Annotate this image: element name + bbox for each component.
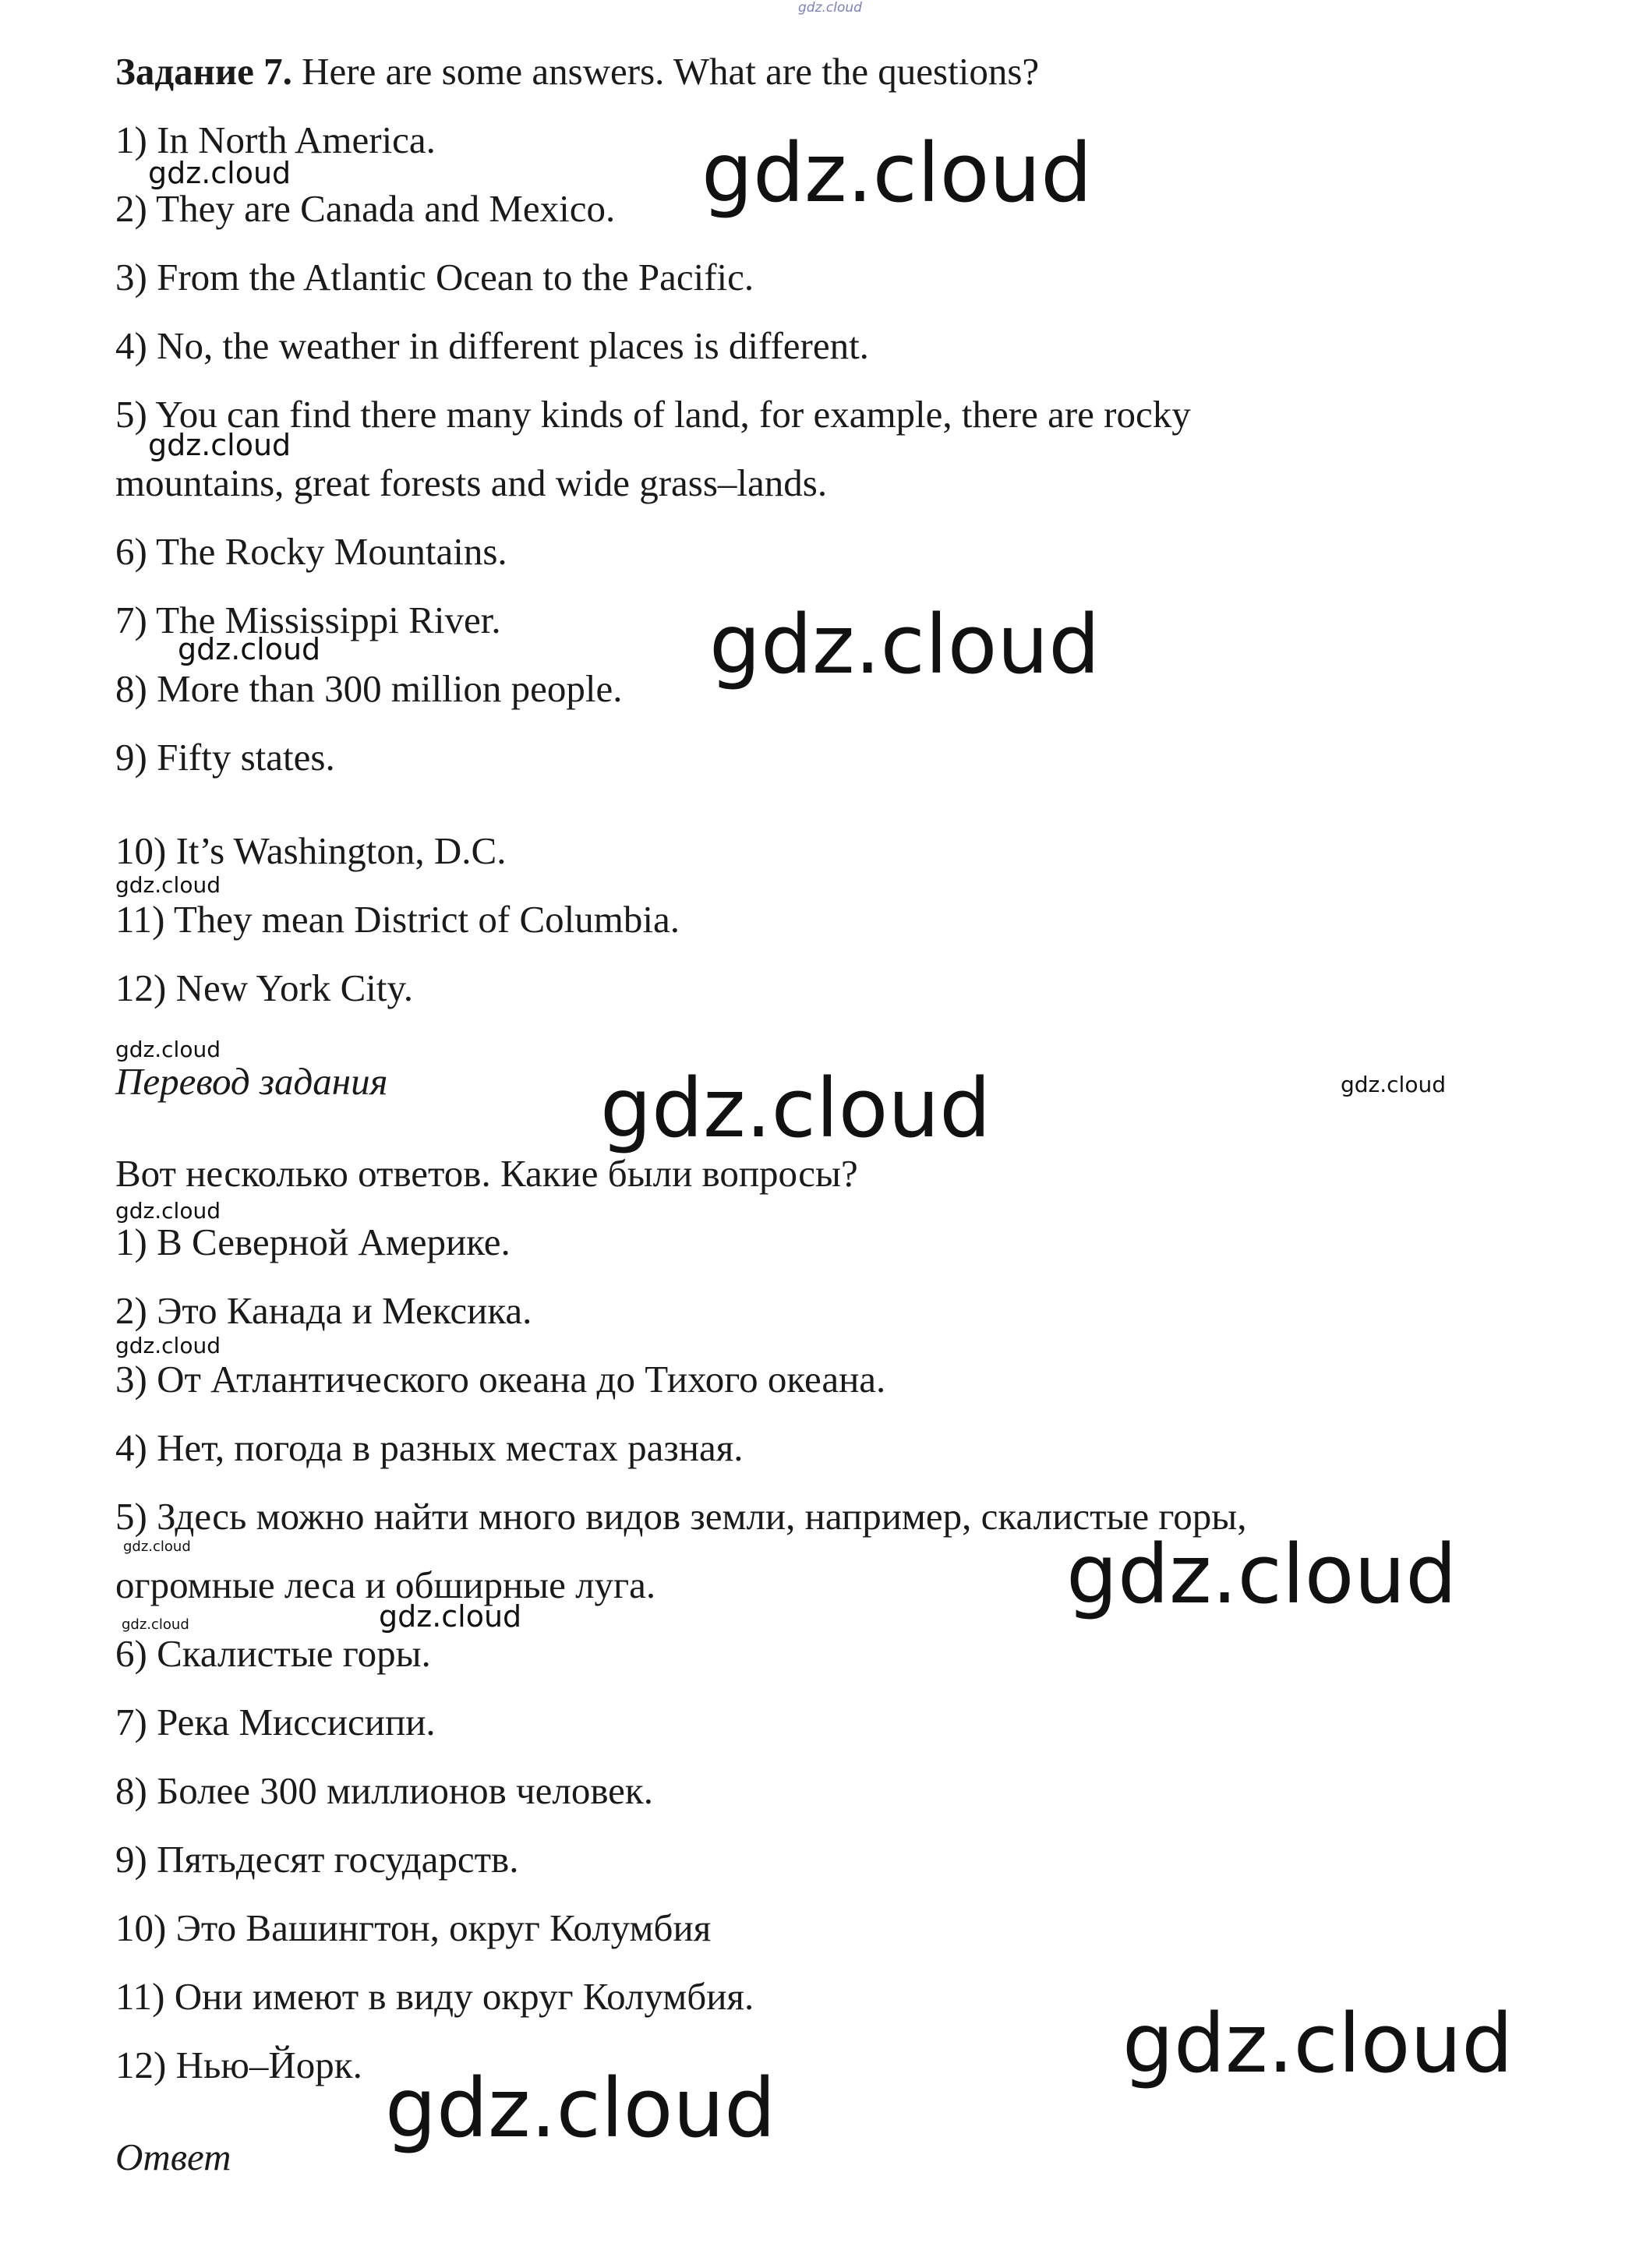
answer-en-7: 7) The Mississippi River. — [115, 599, 501, 641]
watermark: gdz.cloud — [115, 1037, 221, 1062]
answer-en-10: 10) It’s Washington, D.C. — [115, 829, 507, 872]
answer-ru-10: 10) Это Вашингтон, округ Колумбия — [115, 1906, 712, 1949]
answer-ru-11: 11) Они имеют в виду округ Колумбия. — [115, 1975, 754, 2018]
answer-en-3: 3) From the Atlantic Ocean to the Pacific. — [115, 256, 754, 299]
answer-en-6: 6) The Rocky Mountains. — [115, 530, 507, 573]
watermark: gdz.cloud — [1341, 1072, 1446, 1097]
translation-heading: Перевод задания — [115, 1060, 388, 1103]
answer-ru-12: 12) Нью–Йорк. — [115, 2044, 362, 2086]
watermark: gdz.cloud — [122, 1616, 189, 1633]
answer-ru-9: 9) Пятьдесят государств. — [115, 1838, 519, 1881]
task-heading — [115, 48, 1039, 95]
answer-ru-8: 8) Более 300 миллионов человек. — [115, 1769, 653, 1812]
watermark: gdz.cloud — [701, 125, 1093, 221]
answer-en-8: 8) More than 300 million people. — [115, 667, 623, 710]
watermark: gdz.cloud — [379, 1599, 522, 1634]
watermark: gdz.cloud — [123, 1538, 191, 1555]
answer-en-12: 12) New York City. — [115, 966, 414, 1009]
watermark: gdz.cloud — [115, 1198, 221, 1224]
answer-en-9: 9) Fifty states. — [115, 736, 335, 779]
answer-ru-6: 6) Скалистые горы. — [115, 1632, 431, 1675]
answer-ru-5-cont: огромные леса и обширные луга. — [115, 1563, 656, 1606]
watermark: gdz.cloud — [115, 1333, 221, 1358]
watermark: gdz.cloud — [148, 428, 292, 462]
answer-en-1: 1) In North America. — [115, 118, 436, 161]
watermark: gdz.cloud — [385, 2061, 776, 2156]
answer-ru-3: 3) От Атлантического океана до Тихого океана. — [115, 1358, 886, 1401]
watermark-top: gdz.cloud — [798, 0, 862, 16]
watermark: gdz.cloud — [709, 597, 1101, 692]
answer-en-11: 11) They mean District of Columbia. — [115, 898, 680, 941]
answer-en-5: 5) You can find there many kinds of land, for example, there are rocky — [115, 393, 1191, 436]
translation-intro: Вот несколько ответов. Какие были вопросы? — [115, 1152, 858, 1195]
watermark: gdz.cloud — [115, 872, 221, 898]
answer-en-2: 2) They are Canada and Mexico. — [115, 187, 616, 230]
task-text: Here are some answers. What are the questions? — [292, 50, 1040, 93]
answer-ru-5: 5) Здесь можно найти много видов земли, например, скалистые горы, — [115, 1495, 1247, 1538]
answer-ru-1: 1) В Северной Америке. — [115, 1221, 511, 1263]
watermark: gdz.cloud — [1122, 1996, 1514, 2091]
answer-ru-7: 7) Река Миссисипи. — [115, 1701, 436, 1743]
watermark: gdz.cloud — [1066, 1527, 1458, 1622]
task-label: Задание 7. — [115, 50, 292, 93]
watermark: gdz.cloud — [600, 1061, 991, 1156]
watermark: gdz.cloud — [148, 156, 292, 190]
answer-en-5-cont: mountains, great forests and wide grass–lands. — [115, 461, 828, 504]
answer-heading: Ответ — [115, 2136, 231, 2178]
watermark: gdz.cloud — [178, 632, 321, 666]
answer-ru-4: 4) Нет, погода в разных местах разная. — [115, 1426, 744, 1469]
answer-ru-2: 2) Это Канада и Мексика. — [115, 1289, 532, 1332]
answer-en-4: 4) No, the weather in different places is different. — [115, 324, 869, 367]
